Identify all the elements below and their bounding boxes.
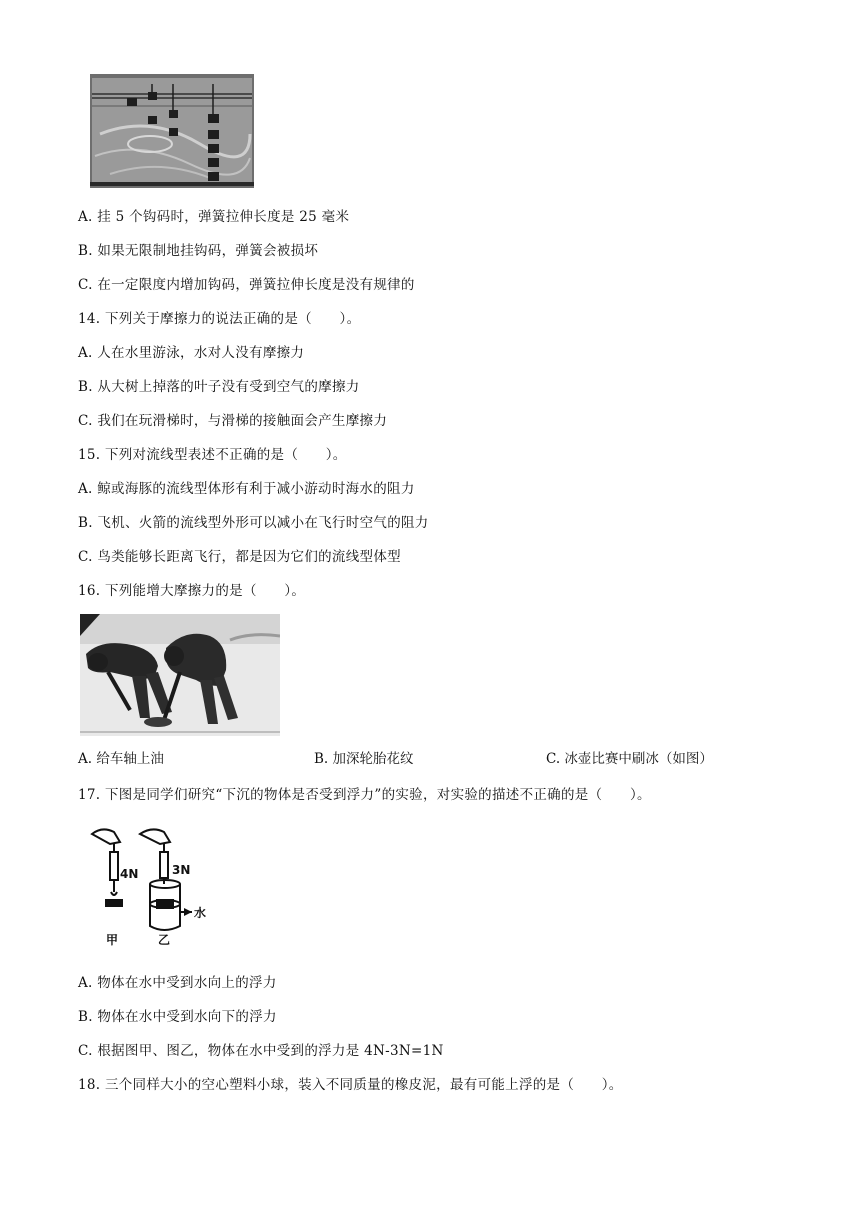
q14-option-a: A. 人在水里游泳，水对人没有摩擦力 bbox=[78, 345, 305, 361]
q17-option-a: A. 物体在水中受到水向上的浮力 bbox=[78, 975, 277, 991]
yi-label: 乙 bbox=[158, 933, 171, 947]
q16-stem: 16. 下列能增大摩擦力的是（ ）。 bbox=[78, 583, 306, 599]
q13-option-a: A. 挂 5 个钩码时，弹簧拉伸长度是 25 毫米 bbox=[78, 209, 350, 225]
left-reading-label: 4N bbox=[120, 867, 139, 881]
q16-option-b: B. 加深轮胎花纹 bbox=[314, 751, 414, 767]
q13-option-b: B. 如果无限制地挂钩码，弹簧会被损坏 bbox=[78, 243, 319, 259]
q15-option-c: C. 鸟类能够长距离飞行，都是因为它们的流线型体型 bbox=[78, 549, 401, 565]
water-label: 水 bbox=[194, 906, 207, 920]
q17-stem: 17. 下图是同学们研究“下沉的物体是否受到浮力”的实验，对实验的描述不正确的是（ ）。 bbox=[78, 787, 651, 803]
q16-option-c: C. 冰壶比赛中刷冰（如图） bbox=[546, 751, 713, 767]
q17-option-c: C. 根据图甲、图乙，物体在水中受到的浮力是 4N-3N=1N bbox=[78, 1043, 444, 1059]
q15-stem: 15. 下列对流线型表述不正确的是（ ）。 bbox=[78, 447, 347, 463]
q16-options-row bbox=[78, 750, 778, 768]
curling-sweeping-photo bbox=[80, 614, 280, 736]
jia-label: 甲 bbox=[106, 933, 119, 947]
q13-option-c: C. 在一定限度内增加钩码，弹簧拉伸长度是没有规律的 bbox=[78, 277, 415, 293]
q16-option-a: A. 给车轴上油 bbox=[78, 751, 164, 767]
q17-option-b: B. 物体在水中受到水向下的浮力 bbox=[78, 1009, 277, 1025]
right-reading-label: 3N bbox=[172, 863, 191, 877]
q14-option-c: C. 我们在玩滑梯时，与滑梯的接触面会产生摩擦力 bbox=[78, 413, 388, 429]
q15-option-b: B. 飞机、火箭的流线型外形可以减小在飞行时空气的阻力 bbox=[78, 515, 429, 531]
q18-stem: 18. 三个同样大小的空心塑料小球，装入不同质量的橡皮泥，最有可能上浮的是（ ）。 bbox=[78, 1077, 623, 1093]
q14-stem: 14. 下列关于摩擦力的说法正确的是（ ）。 bbox=[78, 311, 361, 327]
q14-option-b: B. 从大树上掉落的叶子没有受到空气的摩擦力 bbox=[78, 379, 360, 395]
buoyancy-experiment-figure bbox=[80, 822, 220, 950]
q15-option-a: A. 鲸或海豚的流线型体形有利于减小游动时海水的阻力 bbox=[78, 481, 415, 497]
spring-weights-photo bbox=[90, 74, 254, 188]
